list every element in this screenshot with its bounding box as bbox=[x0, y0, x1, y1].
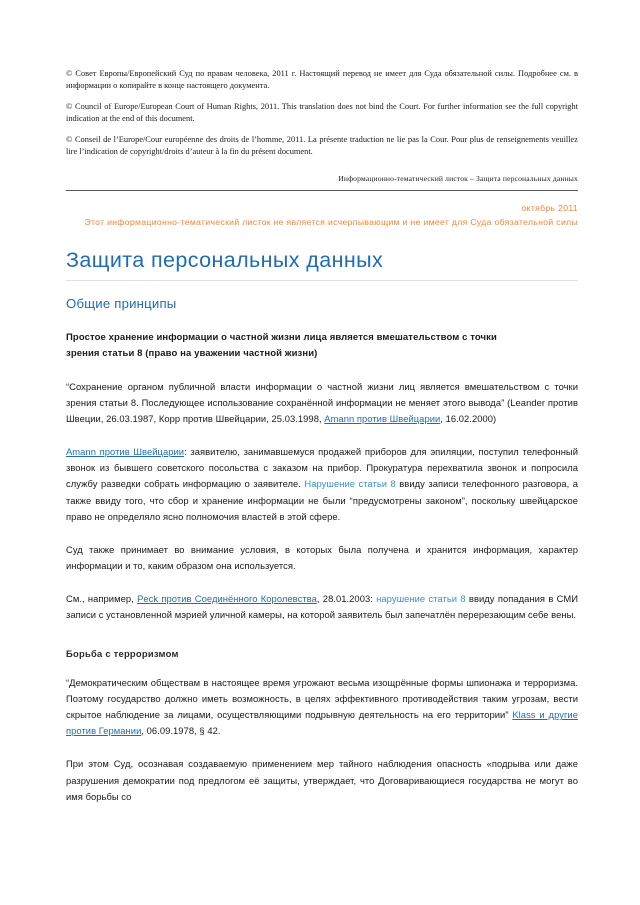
copyright-paragraph-fr: © Conseil de l’Europe/Cour européenne des droits de l’homme, 2011. La présente traduction ne lie pas la Cour. Pour plus de renseignements veuillez lire l’indication de copyright/droits d’auteur à la fin du présent document. bbox=[66, 134, 578, 156]
section-heading-general-principles: Общие принципы bbox=[66, 295, 177, 311]
body-paragraph: Суд также принимает во внимание условия, в которых была получена и хранится информация, характер информации и то, каким образом она используется. bbox=[66, 543, 578, 572]
copyright-paragraph-ru: © Совет Европы/Европейский Суд по правам человека, 2011 г. Настоящий перевод не имеет для Суда обязательной силы. Подробнее см. в информации о копирайте в конце настоящего документа. bbox=[66, 69, 578, 91]
disclaimer-date: октябрь 2011 bbox=[521, 203, 578, 214]
copyright-block bbox=[66, 68, 578, 158]
section-body bbox=[66, 379, 578, 624]
violation-highlight: Нарушение статьи 8 bbox=[304, 478, 396, 490]
violation-highlight: нарушение статьи 8 bbox=[376, 593, 466, 605]
body-paragraph: При этом Суд, осознавая создаваемую применением мер тайного наблюдения опасность «подрыва или даже разрушения демократии под предлогом её защиты, утверждает, что Договаривающиеся государства не могут во имя борьбы со bbox=[66, 758, 578, 802]
section-lead-text: Простое хранение информации о частной жизни лица является вмешательством с точки зрения статьи 8 (право на уважении частной жизни) bbox=[66, 331, 497, 359]
running-head: Информационно-тематический листок – Защита персональных данных bbox=[338, 174, 578, 184]
header-divider bbox=[66, 190, 578, 191]
page-title: Защита персональных данных bbox=[66, 248, 578, 281]
disclaimer-text: Этот информационно-тематический листок не является исчерпывающим и не имеет для Суда обязательной силы bbox=[84, 217, 578, 228]
case-link[interactable]: Peck против Соединённого Королевства bbox=[137, 593, 317, 605]
subsection-body bbox=[66, 675, 578, 805]
disclaimer-block bbox=[66, 202, 578, 230]
body-paragraph: Amann против Швейцарии: заявителю, занимавшемуся продажей приборов для эпиляции, поступил телефонный звонок из бывшего советского посольства с заказом на прибор. Прокуратура перехватила звонок и попросила службу разведки собрать информацию о заявителе. Нарушение статьи 8 ввиду записи телефонного разговора, а также ввиду того, что сбор и хранение информации не были “предусмотрены законом”, поскольку швейцарское право не определяло ясно полномочия властей в этой сфере. bbox=[66, 446, 578, 522]
copyright-paragraph-en: © Council of Europe/European Court of Human Rights, 2011. This translation does not bind the Court. For further information see the full copyright indication at the end of this document. bbox=[66, 101, 578, 124]
body-paragraph: “Демократическим обществам в настоящее время угрожают весьма изощрённые формы шпионажа и терроризма. Поэтому государство должно иметь возможность, в целях эффективного противодействия таким угрозам, вести скрытое наблюдение за лицами, осуществляющими подрывную деятельность на его территории” Klass и другие против Германии, 06.09.1978, § 42. bbox=[66, 676, 578, 737]
case-link[interactable]: Amann против Швейцарии bbox=[324, 412, 441, 424]
body-paragraph: См., например, Peck против Соединённого Королевства, 28.01.2003: нарушение статьи 8 ввиду попадания в СМИ записи с установленной мэрией уличной камеры, на которой заявитель был запечатлён перерезающим себе вены. bbox=[66, 593, 579, 621]
body-paragraph: “Сохранение органом публичной власти информации о частной жизни лиц является вмешательством с точки зрения статьи 8. Последующее использование сохранённой информации не меняет этого вывода” (Leander против Швеции, 26.03.1987, Корр против Швейцарии, 25.03.1998, Amann против Швейцарии, 16.02.2000) bbox=[66, 380, 578, 424]
case-link[interactable]: Klass и другие против Германии bbox=[66, 709, 578, 737]
subsection-heading-counter-terrorism: Борьба с терроризмом bbox=[66, 647, 179, 659]
case-link[interactable]: Amann против Швейцарии bbox=[66, 446, 185, 458]
